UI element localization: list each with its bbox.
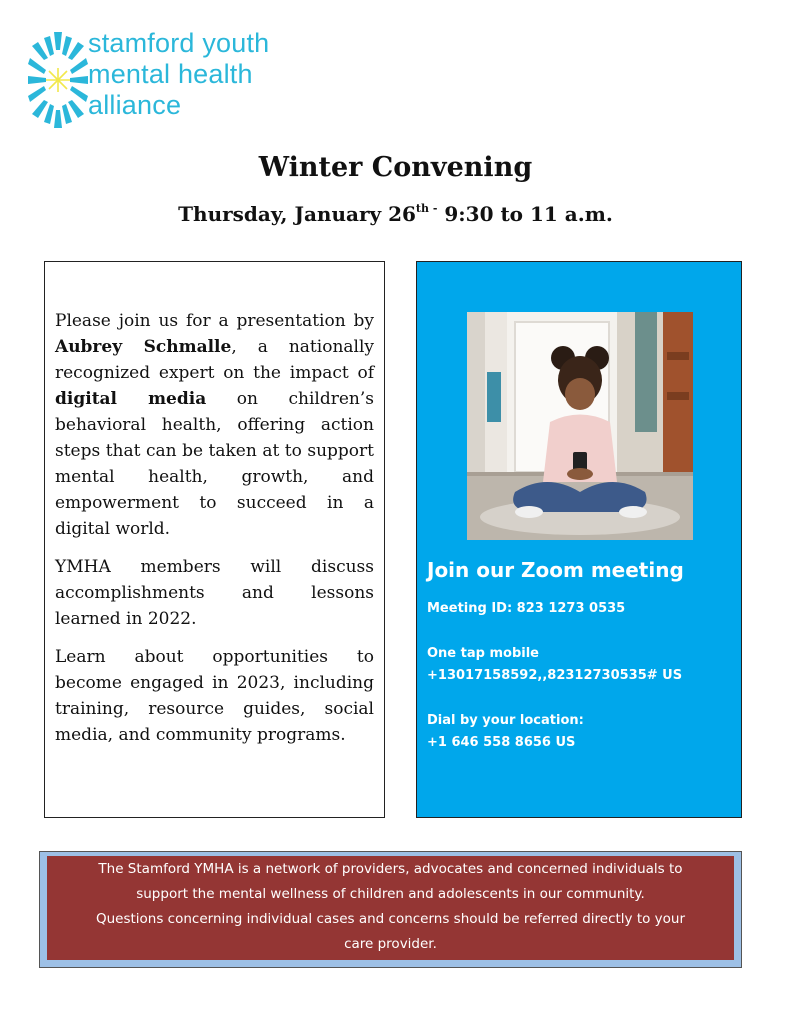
girl-with-phone-photo [467,312,693,540]
description-paragraph-3: Learn about opportunities to become engaged in 2023, including training, resource guides, social media, and community programs. [55,647,374,745]
date-suffix: 9:30 to 11 a.m. [437,202,613,226]
logo [20,20,312,136]
page-title: Winter Convening [258,152,533,183]
p1-text-3: on children’s behavioral health, offering action steps that can be taken at to support mental health, growth, and empowerment to succeed in a digital world. [55,389,374,539]
p1-text-1: Please join us for a presentation by [55,311,374,331]
one-tap-number[interactable]: +13017158592,,82312730535# US [427,668,683,683]
event-date [0,202,791,226]
description-paragraph-2: YMHA members will discuss accomplishments and lessons learned in 2022. [55,557,374,629]
logo-line-2: mental health [88,59,253,89]
p1-text-2: , a nationally recognized expert on the impact of [55,337,375,383]
logo-line-1: stamford youth [88,28,270,58]
one-tap-label: One tap mobile [427,646,539,661]
logo-line-3: alliance [88,90,182,120]
description-box [44,261,385,818]
date-prefix: Thursday, January 26 [178,202,416,226]
zoom-info-box [416,261,742,818]
starburst-icon [24,24,88,132]
footer-text [47,856,734,960]
date-superscript: th - [415,202,438,215]
footer-box [39,851,742,968]
logo-text [88,28,269,121]
footer-line-3: Questions concerning individual cases and concerns should be referred directly to your [95,911,686,927]
dial-number[interactable]: +1 646 558 8656 US [427,735,576,750]
zoom-title: Join our Zoom meeting [427,558,684,582]
speaker-name: Aubrey Schmalle [55,337,232,357]
topic-emphasis: digital media [55,389,207,409]
footer-line-2: support the mental wellness of children and adolescents in our community. [136,886,645,902]
description-paragraph-1 [55,308,374,542]
footer-line-4: care provider. [344,936,437,952]
dial-label: Dial by your location: [427,713,584,728]
meeting-id: Meeting ID: 823 1273 0535 [427,601,626,616]
footer-line-1: The Stamford YMHA is a network of providers, advocates and concerned individuals to [98,861,683,877]
